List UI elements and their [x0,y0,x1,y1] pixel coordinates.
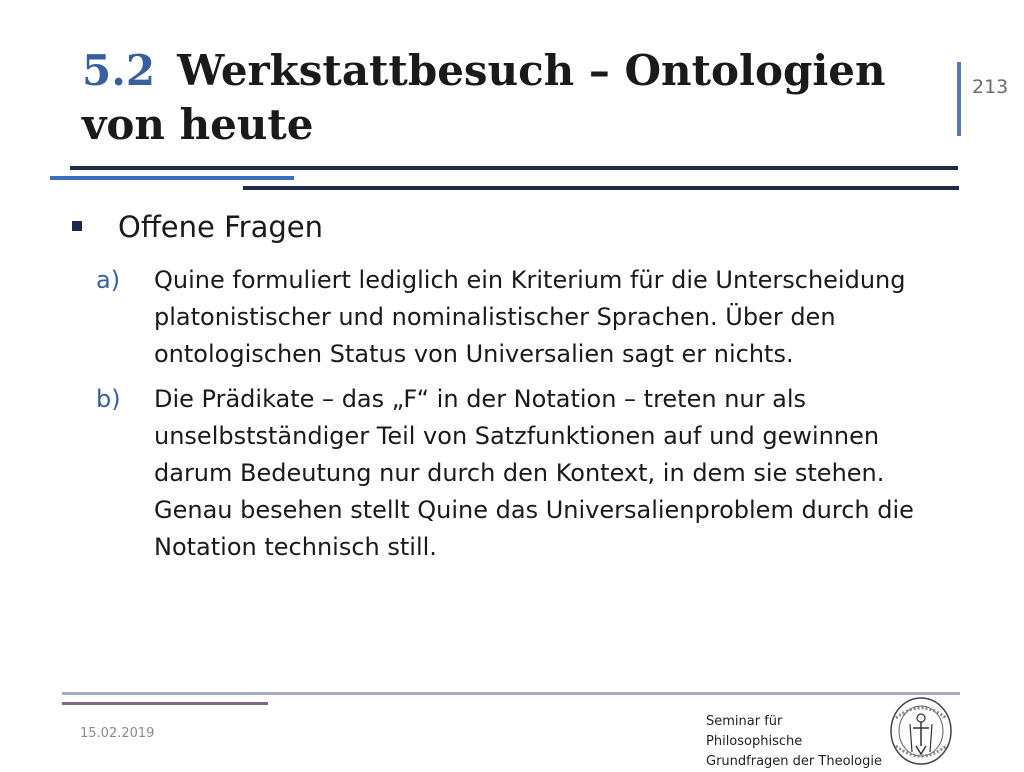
sub-list [96,262,956,574]
page-number-bar [957,62,961,136]
list-item-text: Die Prädikate – das „F“ in der Notation – treten nur als unselbstständiger Teil von Satzfunktionen auf und gewinnen darum Bedeutung nur durch den Kontext, in dem sie stehen. Genau besehen stellt Quine das Universalienproblem durch die Notation technisch still. [154,385,914,561]
footer-rule-mauve [62,702,268,705]
bullet-text: Offene Fragen [118,210,323,244]
square-bullet-icon [72,221,82,231]
bullet-offene-fragen [72,210,952,244]
section-number: 5.2 [82,46,156,95]
org-line-2: Grundfragen der Theologie [706,754,882,769]
header-rule-dark [70,166,958,170]
list-item [96,262,956,373]
list-item [96,381,956,566]
list-item-text: Quine formuliert lediglich ein Kriterium für die Unterscheidung platonistischer und nominalistischer Sprachen. Über den ontologischen Status von Universalien sagt er nichts. [154,266,906,368]
header-rule-navy [243,186,959,190]
page-number: 213 [972,76,1009,98]
footer-rule-gray [62,692,960,695]
list-marker: a) [96,266,121,294]
header-rule-blue [50,176,294,180]
organization-name [706,712,882,772]
university-seal-icon [888,696,954,766]
list-marker: b) [96,385,121,413]
slide-date: 15.02.2019 [80,726,155,741]
slide-title [82,44,942,152]
title-text: Werkstattbesuch – Ontologien von heute [82,46,886,149]
org-line-1: Seminar für Philosophische [706,714,803,749]
